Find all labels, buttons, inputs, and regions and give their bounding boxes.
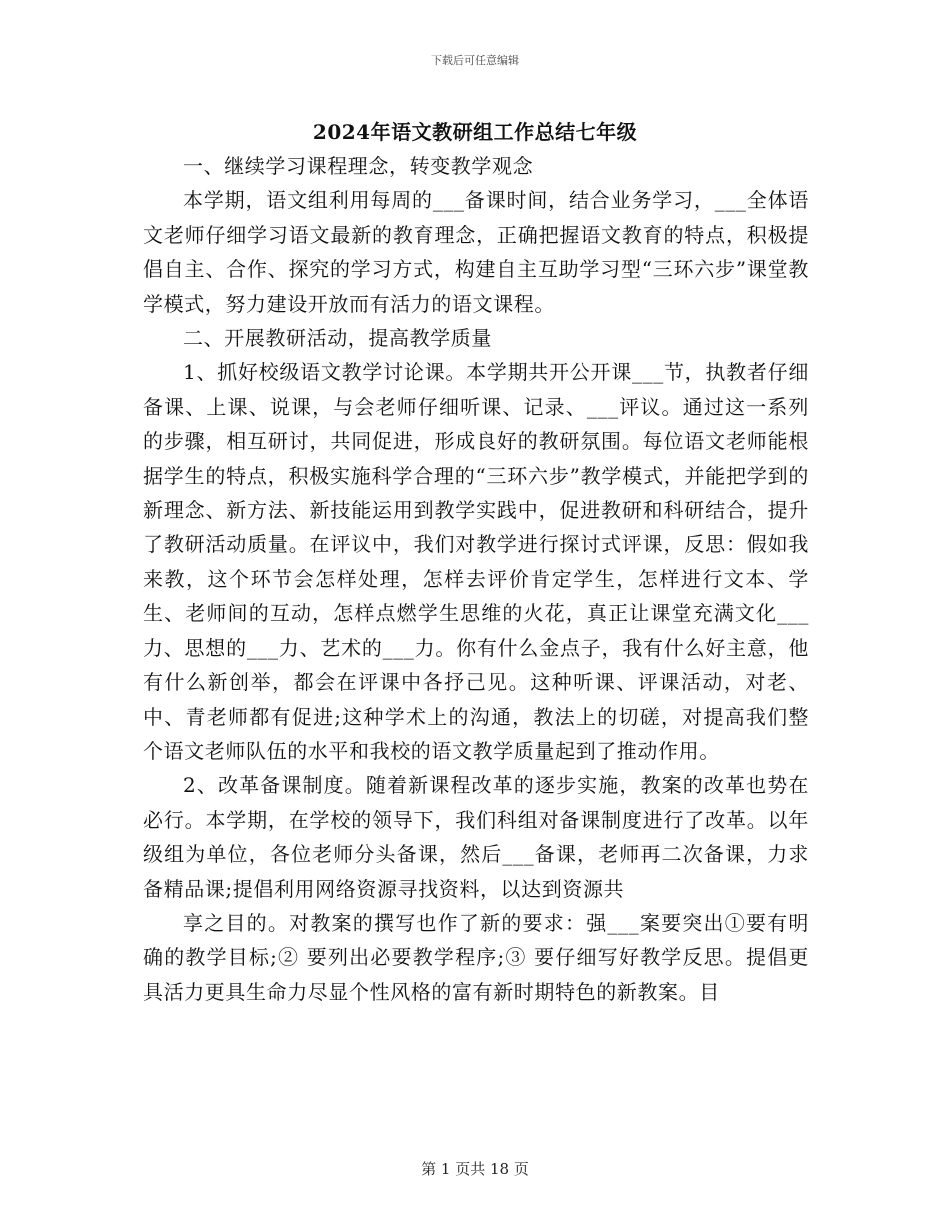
paragraph-section-2-heading: 二、开展教研活动，提高教学质量	[183, 326, 492, 351]
document-body	[143, 149, 809, 1009]
page-number-footer: 第 1 页共 18 页	[421, 1160, 529, 1178]
paragraph-item-2: 2、改革备课制度。随着新课程改革的逐步实施，教案的改革也势在必行。本学期，在学校的领导下，我们科组对备课制度进行了改革。以年级组为单位，各位老师分头备课，然后___备课，老师再二次备课，力求备精品课;提倡利用网络资源寻找资料，以达到资源共	[143, 773, 809, 901]
paragraph-item-2-continued: 享之目的。对教案的撰写也作了新的要求：强___案要突出①要有明确的教学目标;② 要列出必要教学程序;③ 要仔细写好教学反思。提倡更具活力更具生命力尽显个性风格的富有新时期特色的新教案。目	[143, 910, 809, 1004]
paragraph-section-1-body: 本学期，语文组利用每周的___备课时间，结合业务学习，___全体语文老师仔细学习语文最新的教育理念，正确把握语文教育的特点，积极提倡自主、合作、探究的学习方式，构建自主互助学习型“三环六步”课堂教学模式，努力建设开放而有活力的语文课程。	[143, 188, 809, 316]
document-title: 2024年语文教研组工作总结七年级	[312, 120, 638, 144]
paragraph-section-1-heading: 一、继续学习课程理念，转变教学观念	[183, 154, 534, 178]
header-note: 下载后可任意编辑	[431, 54, 519, 67]
paragraph-item-1: 1、抓好校级语文教学讨论课。本学期共开公开课___节，执教者仔细备课、上课、说课，与会老师仔细听课、记录、___评议。通过这一系列的步骤，相互研讨，共同促进，形成良好的教研氛围。每位语文老师能根据学生的特点，积极实施科学合理的“三环六步”教学模式，并能把学到的新理念、新方法、新技能运用到教学实践中，促进教研和科研结合，提升了教研活动质量。在评议中，我们对教学进行探讨式评课，反思：假如我来教，这个环节会怎样处理，怎样去评价肯定学生，怎样进行文本、学生、老师间的互动，怎样点燃学生思维的火花，真正让课堂充满文化___力、思想的___力、艺术的___力。你有什么金点子，我有什么好主意，他有什么新创举，都会在评课中各抒己见。这种听课、评课活动，对老、中、青老师都有促进;这种学术上的沟通，教法上的切磋，对提高我们整个语文老师队伍的水平和我校的语文教学质量起到了推动作用。	[143, 360, 809, 763]
